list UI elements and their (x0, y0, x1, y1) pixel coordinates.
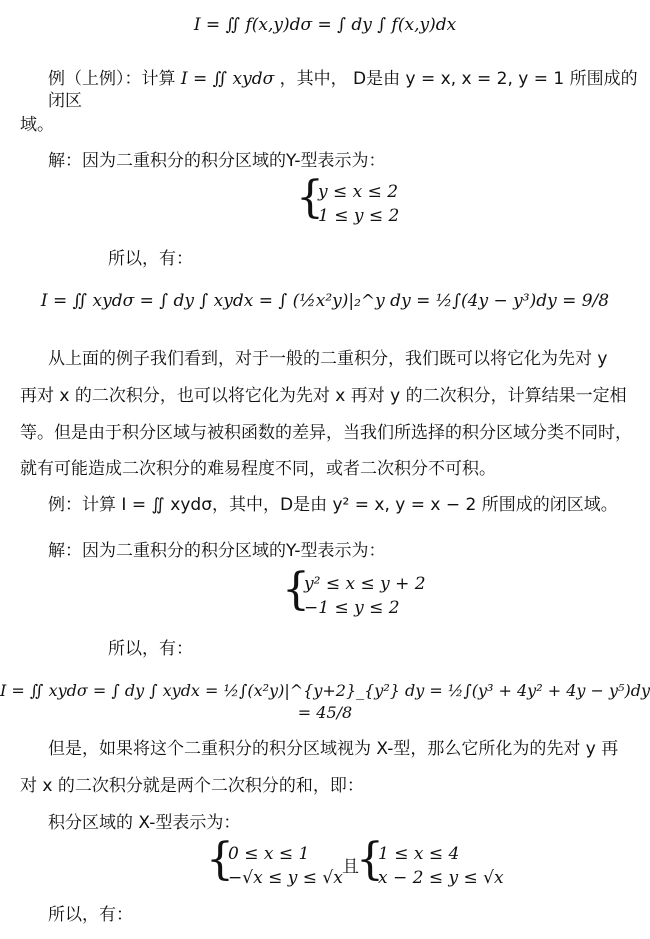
xtype-right-line2: x − 2 ≤ y ≤ √x (378, 868, 504, 888)
example1-brace: { (296, 172, 324, 223)
example1-integral: I = ∬ xydσ (180, 69, 275, 89)
xtype-right-system (378, 842, 504, 890)
example2-sys-line2: −1 ≤ y ≤ 2 (304, 598, 400, 618)
xtype-left-line2: −√x ≤ y ≤ √x (228, 868, 343, 888)
para2-line2: 对 x 的二次积分就是两个二次积分的和，即： (20, 776, 364, 796)
example1-sys-line1: y ≤ x ≤ 2 (318, 182, 399, 202)
example1-line1 (48, 68, 650, 112)
para-line1: 从上面的例子我们看到，对于一般的二重积分，我们既可以将它化为先对 y (48, 349, 608, 369)
example1-result (0, 290, 650, 312)
xtype-left-brace: { (206, 834, 234, 885)
example1-so: 所以，有： (108, 249, 193, 269)
example2-line1: 例：计算 I = ∬ xydσ，其中，D是由 y² = x, y = x − 2 所围成的闭区域。 (48, 495, 618, 515)
example1-mid: ，其中， (279, 69, 348, 89)
example2-sys-line1: y² ≤ x ≤ y + 2 (304, 574, 426, 594)
para-line2: 再对 x 的二次积分，也可以将它化为先对 x 再对 y 的二次积分，计算结果一定相 (20, 386, 627, 406)
example2-so: 所以，有： (108, 639, 193, 659)
example1-solution: 解：因为二重积分的积分区域的Y-型表示为： (48, 151, 386, 171)
example2-result-text: I = ∬ xydσ = ∫ dy ∫ xydx = ½∫(x²y)|^{y+2}_{y²} dy = ½∫(y³ + 4y² + 4y − y⁵)dy = 45/8 (0, 681, 650, 722)
example2-result (0, 680, 650, 724)
para-line3: 等。但是由于积分区域与被积函数的差异，当我们所选择的积分区域分类不同时， (20, 423, 632, 443)
xtype-right-brace: { (356, 834, 384, 885)
example1-line2: 域。 (20, 115, 54, 135)
xtype-left-line1: 0 ≤ x ≤ 1 (228, 844, 310, 864)
xtype-so: 所以，有： (48, 905, 133, 925)
example2-brace: { (282, 564, 310, 615)
xtype-and: 且 (342, 857, 359, 877)
example1-domain: D是由 y = x, x = 2, y = 1 所围成的闭区 (48, 69, 638, 111)
example2-solution: 解：因为二重积分的积分区域的Y-型表示为： (48, 541, 386, 561)
example1-system (318, 180, 399, 228)
xtype-left-system (228, 842, 343, 890)
example1-prefix: 例（上例）：计算 (48, 69, 176, 89)
example1-result-text: I = ∬ xydσ = ∫ dy ∫ xydx = ∫ (½x²y)|₂^y dy = ½∫(4y − y³)dy = 9/8 (40, 291, 610, 311)
general-formula-text: I = ∬ f(x,y)dσ = ∫ dy ∫ f(x,y)dx (193, 15, 457, 35)
para-line4: 就有可能造成二次积分的难易程度不同，或者二次积分不可积。 (20, 459, 496, 479)
general-formula (0, 14, 650, 36)
example1-sys-line2: 1 ≤ y ≤ 2 (318, 206, 400, 226)
xtype-right-line1: 1 ≤ x ≤ 4 (378, 844, 460, 864)
example2-system (304, 572, 426, 620)
para2-line1: 但是，如果将这个二重积分的积分区域视为 X-型，那么它所化为的先对 y 再 (48, 739, 619, 759)
xtype-label: 积分区域的 X-型表示为： (48, 813, 241, 833)
